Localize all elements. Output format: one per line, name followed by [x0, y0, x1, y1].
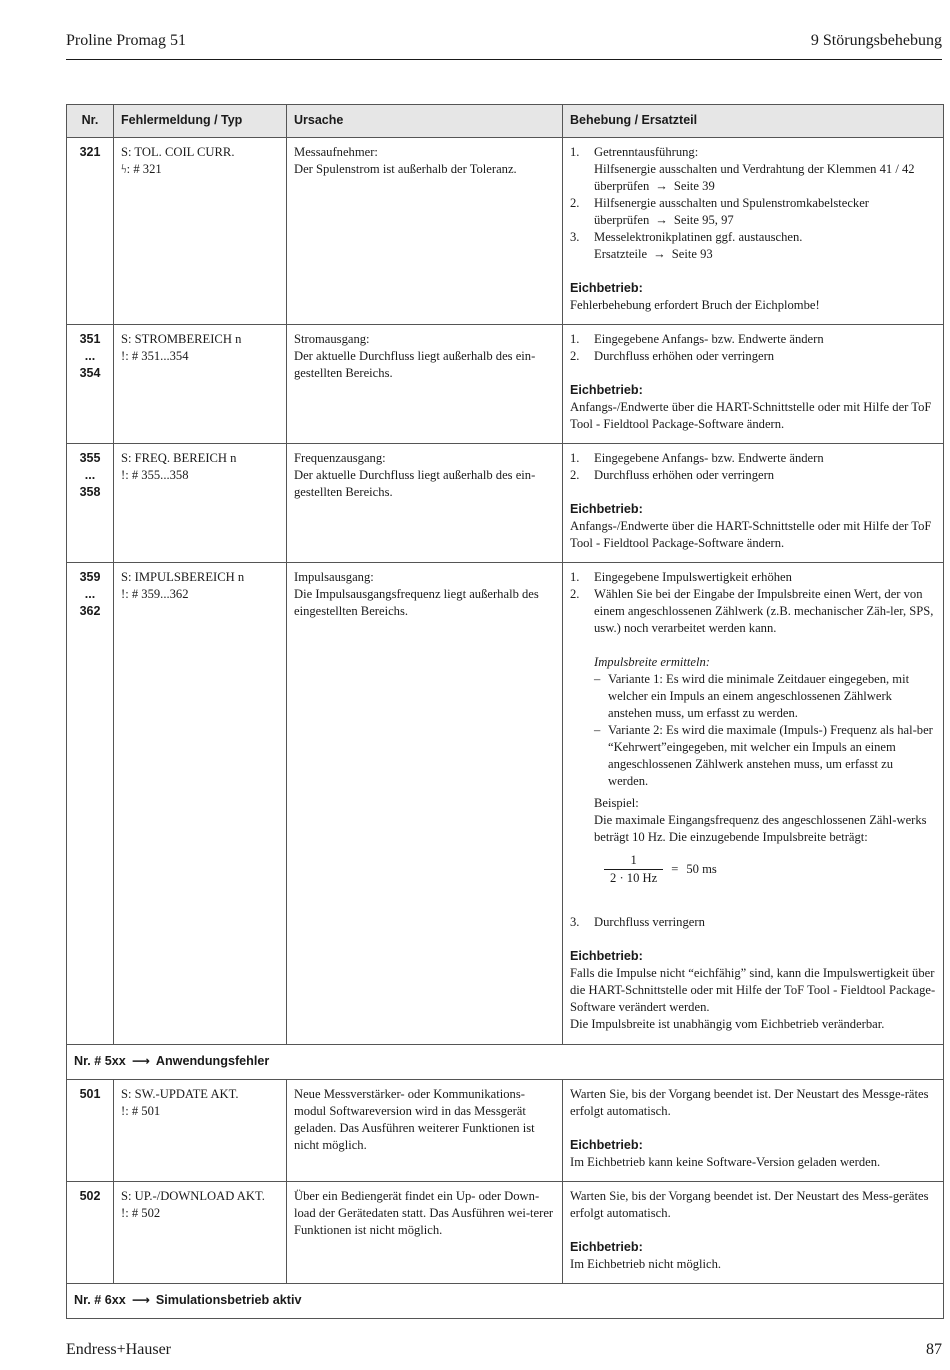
cause-text: Die Impulsausgangsfrequenz liegt außerhalb des eingestellten Bereichs. [294, 587, 539, 618]
list-item: 2. Hilfsenergie ausschalten und Spulenstromkabelstecker [570, 196, 870, 210]
type-code: !: # 502 [121, 1206, 161, 1220]
list-item: 2. Durchfluss erhöhen oder verringern [570, 468, 775, 482]
fix-text: Warten Sie, bis der Vorgang beendet ist. Der Neustart des Messge-rätes erfolgt automatisch. [570, 1087, 929, 1118]
section-heading: Nr. # 6xx ⟶ Simulationsbetrieb aktiv [67, 1284, 944, 1319]
cause-label: Impulsausgang: [294, 570, 374, 584]
arrow-right-icon: ⟶ [131, 1054, 150, 1068]
list-subtext: überprüfen → Seite 95, 97 [594, 213, 734, 227]
arrow-right-icon: → [655, 179, 668, 193]
table-row [67, 1080, 944, 1182]
row-cause [287, 138, 563, 325]
col-header-nr: Nr. [67, 105, 114, 138]
eich-text: Die Impulsbreite ist unabhängig vom Eichbetrieb veränderbar. [570, 1017, 885, 1031]
type-line: S: TOL. COIL CURR. [121, 145, 235, 159]
row-nr: 351 ... 354 [67, 325, 114, 444]
type-line: S: STROMBEREICH n [121, 332, 242, 346]
example-label: Beispiel: [594, 796, 639, 810]
row-type [114, 1182, 287, 1284]
list-item: 2. Durchfluss erhöhen oder verringern [570, 349, 775, 363]
arrow-right-icon: → [655, 213, 668, 227]
row-fix [563, 138, 944, 325]
table-row [67, 325, 944, 444]
list-item: 1. Eingegebene Impulswertigkeit erhöhen [570, 570, 792, 584]
type-line: S: FREQ. BEREICH n [121, 451, 237, 465]
eich-label: Eichbetrieb: [570, 502, 643, 516]
row-nr: 501 [67, 1080, 114, 1182]
eich-text: Fehlerbehebung erfordert Bruch der Eichplombe! [570, 298, 820, 312]
row-nr: 355 ... 358 [67, 444, 114, 563]
eich-label: Eichbetrieb: [570, 1240, 643, 1254]
page-ref[interactable]: Seite 95, 97 [673, 213, 734, 227]
list-subtext: Hilfsenergie ausschalten und Verdrahtung der Klemmen 41 / 42 [594, 162, 915, 176]
row-fix [563, 1182, 944, 1284]
eich-text: Anfangs-/Endwerte über die HART-Schnittstelle oder mit Hilfe der ToF Tool - Fieldtool Package-Software ändern. [570, 400, 932, 431]
row-cause: Über ein Bediengerät findet ein Up- oder Down-load der Gerätedaten statt. Das Ausführen wei-terer Funktionen ist nicht möglich. [287, 1182, 563, 1284]
eich-text: Im Eichbetrieb kann keine Software-Version geladen werden. [570, 1155, 881, 1169]
italic-subheading: Impulsbreite ermitteln: [594, 655, 711, 669]
row-fix [563, 1080, 944, 1182]
cause-text: Der aktuelle Durchfluss liegt außerhalb des ein-gestellten Bereichs. [294, 468, 536, 499]
row-type [114, 563, 287, 1045]
list-item: 1. Eingegebene Anfangs- bzw. Endwerte ändern [570, 451, 824, 465]
header-rule [66, 59, 942, 60]
row-type [114, 325, 287, 444]
type-line: S: SW.-UPDATE AKT. [121, 1087, 239, 1101]
type-code: !: # 501 [121, 1104, 161, 1118]
row-nr: 359 ... 362 [67, 563, 114, 1045]
table-row [67, 563, 944, 1045]
row-fix [563, 444, 944, 563]
arrow-right-icon: ⟶ [131, 1293, 150, 1307]
row-cause: Neue Messverstärker- oder Kommunikations-modul Softwareversion wird in das Messgerät geladen. Das Ausführen weiterer Funktionen ist nicht möglich. [287, 1080, 563, 1182]
eich-label: Eichbetrieb: [570, 281, 643, 295]
list-item: 3. Durchfluss verringern [570, 915, 705, 929]
cause-label: Frequenzausgang: [294, 451, 386, 465]
row-cause [287, 563, 563, 1045]
table-row [67, 1182, 944, 1284]
formula: $\frac{1}{2 \cdot 10 Hz}$ = 50 ms [570, 852, 936, 887]
eich-text: Falls die Impulse nicht “eichfähig” sind, kann die Impulswertigkeit über die HART-Schnittstelle oder mit Hilfe der ToF Tool - Fieldtool Package-Software verändert werden. [570, 966, 936, 1014]
list-item: – Variante 1: Es wird die minimale Zeitdauer eingegeben, mit welcher ein Impuls an einem angeschlossenen Zählwerk anstehen muss, um erfasst zu werden. [594, 672, 910, 720]
row-fix [563, 563, 944, 1045]
header-product: Proline Promag 51 [66, 32, 186, 49]
section-row [67, 1284, 944, 1319]
cause-label: Messaufnehmer: [294, 145, 378, 159]
table-header-row [67, 105, 944, 138]
table-row [67, 138, 944, 325]
arrow-right-icon: → [653, 247, 666, 261]
row-nr: 321 [67, 138, 114, 325]
section-row [67, 1045, 944, 1080]
list-item: 3. Messelektronikplatinen ggf. austauschen. [570, 230, 803, 244]
list-item: 2. Wählen Sie bei der Eingabe der Impulsbreite einen Wert, der von einem angeschlossenen Zählwerk (z.B. mechanischer Zäh-ler, SPS, usw.) noch verarbeitet werden kann. [570, 587, 934, 635]
list-subtext: Ersatzteile → Seite 93 [594, 247, 713, 261]
section-heading: Nr. # 5xx ⟶ Anwendungsfehler [67, 1045, 944, 1080]
eich-label: Eichbetrieb: [570, 383, 643, 397]
row-type [114, 444, 287, 563]
list-item: 1. Getrenntausführung: [570, 145, 699, 159]
eich-text: Im Eichbetrieb nicht möglich. [570, 1257, 722, 1271]
table-row [67, 444, 944, 563]
header-chapter: 9 Störungsbehebung [810, 32, 942, 49]
page-number: 87 [926, 1341, 942, 1358]
type-code: ϟ: # 321 [121, 162, 162, 176]
type-line: S: IMPULSBEREICH n [121, 570, 245, 584]
row-cause [287, 325, 563, 444]
example-text: Die maximale Eingangsfrequenz des angeschlossenen Zähl-werks beträgt 10 Hz. Die einzugebende Impulsbreite beträgt: [594, 813, 927, 844]
footer-brand: Endress+Hauser [66, 1341, 171, 1358]
type-code: !: # 359...362 [121, 587, 189, 601]
page-ref[interactable]: Seite 93 [671, 247, 713, 261]
eich-label: Eichbetrieb: [570, 1138, 643, 1152]
eich-label: Eichbetrieb: [570, 949, 643, 963]
row-cause [287, 444, 563, 563]
cause-text: Der aktuelle Durchfluss liegt außerhalb des ein-gestellten Bereichs. [294, 349, 536, 380]
eich-text: Anfangs-/Endwerte über die HART-Schnittstelle oder mit Hilfe der ToF Tool - Fieldtool Package-Software ändern. [570, 519, 932, 550]
list-subtext: überprüfen → Seite 39 [594, 179, 715, 193]
cause-text: Der Spulenstrom ist außerhalb der Toleranz. [294, 162, 517, 176]
col-header-type: Fehlermeldung / Typ [114, 105, 287, 138]
list-item: – Variante 2: Es wird die maximale (Impuls-) Frequenz als hal-ber “Kehrwert”eingegeben, mit welcher ein Impuls an einem angeschlossenen Zählwerk anstehen muss, um erfasst zu werden. [594, 723, 933, 788]
fraction: $\frac{1}{2 \cdot 10 Hz}$ [604, 852, 663, 887]
row-type [114, 1080, 287, 1182]
type-line: S: UP.-/DOWNLOAD AKT. [121, 1189, 265, 1203]
cause-label: Stromausgang: [294, 332, 370, 346]
col-header-fix: Behebung / Ersatzteil [563, 105, 944, 138]
type-code: !: # 355...358 [121, 468, 189, 482]
row-fix [563, 325, 944, 444]
col-header-cause: Ursache [287, 105, 563, 138]
page-ref[interactable]: Seite 39 [673, 179, 715, 193]
fix-text: Warten Sie, bis der Vorgang beendet ist. Der Neustart des Mess-gerätes erfolgt automatisch. [570, 1189, 929, 1220]
row-nr: 502 [67, 1182, 114, 1284]
row-type [114, 138, 287, 325]
error-table [66, 104, 944, 1319]
type-code: !: # 351...354 [121, 349, 189, 363]
list-item: 1. Eingegebene Anfangs- bzw. Endwerte ändern [570, 332, 824, 346]
